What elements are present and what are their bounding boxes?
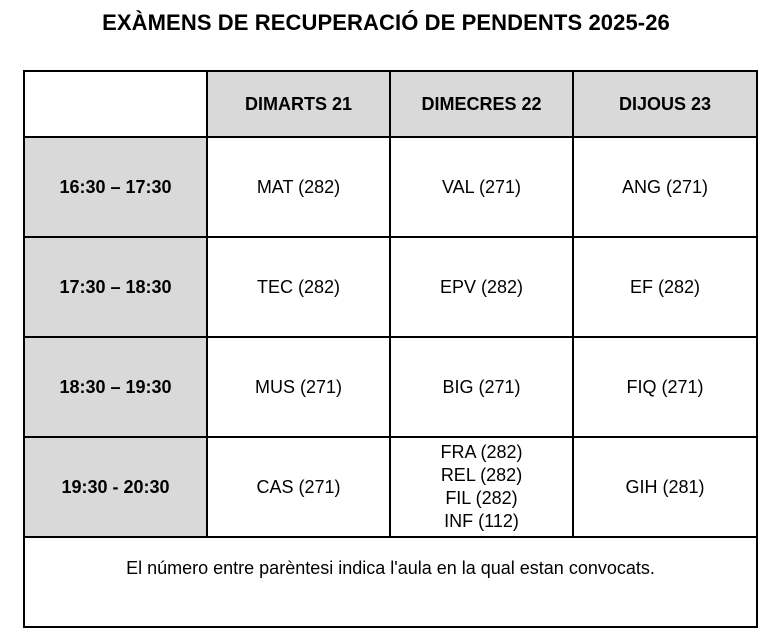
footnote: El número entre parèntesi indica l'aula en la qual estan convocats. [24,537,757,627]
time-slot: 17:30 – 18:30 [24,237,207,337]
table-row [24,137,757,237]
exam-cell: EPV (282) [390,237,573,337]
table-row [24,437,757,537]
time-slot: 16:30 – 17:30 [24,137,207,237]
exam-cell: VAL (271) [390,137,573,237]
exam-entry: REL (282) [440,465,523,485]
table-row [24,337,757,437]
exam-entry: FRA (282) [440,442,523,462]
exam-cell: GIH (281) [573,437,757,537]
exam-entry: FIL (282) [445,488,518,508]
day-header: DIMECRES 22 [390,71,573,137]
exam-cell: MUS (271) [207,337,390,437]
exam-cell: BIG (271) [390,337,573,437]
time-slot: 18:30 – 19:30 [24,337,207,437]
exam-entry: INF (112) [444,511,519,531]
corner-cell [24,71,207,137]
exam-cell: ANG (271) [573,137,757,237]
exam-cell: MAT (282) [207,137,390,237]
header-row [24,71,757,137]
table-row [24,237,757,337]
time-slot: 19:30 - 20:30 [24,437,207,537]
exam-cell: FIQ (271) [573,337,757,437]
day-header: DIMARTS 21 [207,71,390,137]
exam-schedule-table [23,70,758,628]
exam-cell: CAS (271) [207,437,390,537]
page-title: EXÀMENS DE RECUPERACIÓ DE PENDENTS 2025-26 [102,10,670,35]
note-row [24,537,757,627]
exam-cell-multi [390,437,573,537]
day-header: DIJOUS 23 [573,71,757,137]
exam-cell: TEC (282) [207,237,390,337]
exam-cell: EF (282) [573,237,757,337]
